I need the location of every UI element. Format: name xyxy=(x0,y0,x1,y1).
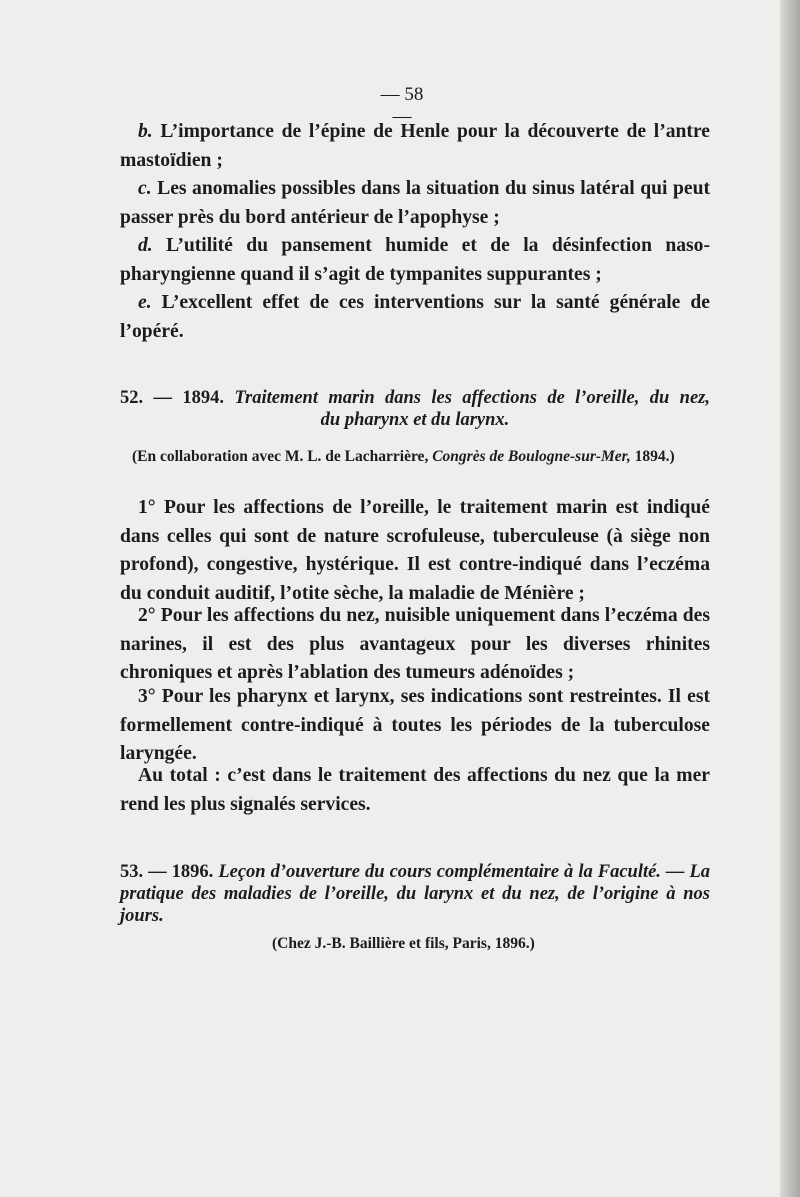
item-letter: b. xyxy=(138,121,153,142)
item-letter: e. xyxy=(138,292,152,313)
entry-53-heading xyxy=(120,861,710,927)
conclusion: Au total : c’est dans le traitement des affections du nez que la mer rend les plus signalés services. xyxy=(120,765,710,815)
item-e xyxy=(120,289,710,346)
entry-title: Leçon d’ouverture du cours complémentaire à la Faculté. — La pratique des maladies de l’oreille, du larynx et du nez, de l’origine à nos jours. xyxy=(120,862,711,926)
item-text: L’utilité du pansement humide et de la désinfection naso-pharyngienne quand il s’agit de tympanites suppurantes ; xyxy=(120,235,710,285)
entry-number: 53. — 1896. xyxy=(120,862,214,882)
item-letter: d. xyxy=(138,235,153,256)
entry-53-reference: (Chez J.-B. Baillière et fils, Paris, 1896.) xyxy=(272,935,535,952)
entry-number: 52. — 1894. xyxy=(120,388,224,408)
page-number: — 58 — xyxy=(380,84,424,127)
item-letter: c. xyxy=(138,178,152,199)
ref-prefix: (En collaboration avec M. L. de Lacharrière, xyxy=(132,448,429,465)
item-text: L’excellent effet de ces interventions sur la santé générale de l’opéré. xyxy=(120,292,710,342)
point-2: 2° Pour les affections du nez, nuisible uniquement dans l’eczéma des narines, il est des plus avantageux pour les diverses rhinites chroniques et après l’ablation des tumeurs adénoïdes ; xyxy=(120,605,710,683)
entry-52-heading xyxy=(120,387,710,431)
item-text: L’importance de l’épine de Henle pour la découverte de l’antre mastoïdien ; xyxy=(120,121,710,171)
point-3: 3° Pour les pharynx et larynx, ses indications sont restreintes. Il est formellement contre-indiqué à toutes les périodes de la tuberculose laryngée. xyxy=(120,686,710,764)
item-text: Les anomalies possibles dans la situation du sinus latéral qui peut passer près du bord antérieur de l’apophyse ; xyxy=(120,178,710,228)
ref-journal: Congrès de Boulogne-sur-Mer, xyxy=(432,448,631,465)
item-d xyxy=(120,232,710,289)
item-b xyxy=(120,118,710,175)
point-1: 1° Pour les affections de l’oreille, le traitement marin est indiqué dans celles qui sont de nature scrofuleuse, tuberculeuse (à siège non profond), congestive, hystérique. Il est contre-indiqué dans l’eczéma du conduit auditif, l’otite sèche, la maladie de Ménière ; xyxy=(120,497,710,604)
entry-title-line2: du pharynx et du larynx. xyxy=(320,410,510,430)
ref-year: 1894.) xyxy=(634,448,675,465)
item-c xyxy=(120,175,710,232)
entry-52-reference xyxy=(132,448,675,466)
entry-title-line1: Traitement marin dans les affections de l’oreille, du nez, xyxy=(234,388,710,408)
page-edge-shadow xyxy=(780,0,800,1197)
